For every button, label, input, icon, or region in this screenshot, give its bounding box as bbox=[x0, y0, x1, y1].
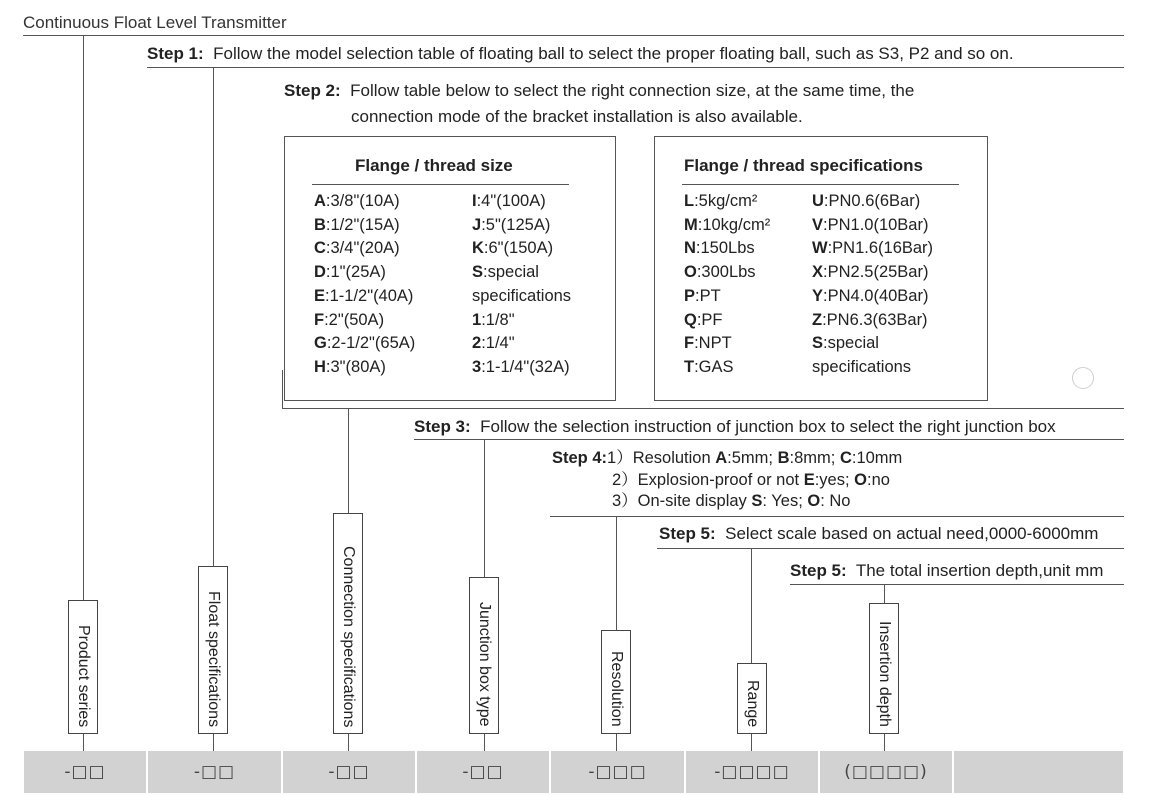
flange-spec-col2 bbox=[812, 190, 933, 380]
step1-text bbox=[147, 44, 1014, 64]
step1-label: Step 1: bbox=[147, 44, 204, 63]
step3-label: Step 3: bbox=[414, 417, 471, 436]
step4-line2: 2）Explosion-proof or not E:yes; O:no bbox=[612, 471, 890, 489]
flange-size-box bbox=[284, 136, 616, 401]
flange-spec-heading-rule bbox=[682, 184, 959, 185]
list-item: E:1-1/2"(40A) bbox=[314, 286, 414, 305]
code-cell: -□□□□ bbox=[714, 762, 790, 782]
step5b-text bbox=[790, 561, 1103, 581]
code-cell: -□□ bbox=[193, 762, 236, 782]
circle-icon bbox=[1072, 367, 1094, 389]
list-item: X:PN2.5(25Bar) bbox=[812, 263, 929, 282]
list-item: specifications bbox=[812, 357, 912, 376]
step4-line3: 3）On-site display S: Yes; O: No bbox=[612, 492, 851, 510]
flange-size-col2 bbox=[472, 190, 571, 380]
label-insertion-depth: Insertion depth bbox=[869, 603, 899, 734]
list-item: K:6"(150A) bbox=[472, 239, 554, 258]
label-float-specifications: Float specifications bbox=[198, 566, 228, 734]
step5b-description: The total insertion depth,unit mm bbox=[855, 561, 1104, 580]
list-item: 3:1-1/4"(32A) bbox=[472, 357, 570, 376]
code-cell: (□□□□) bbox=[844, 762, 928, 782]
list-item: D:1"(25A) bbox=[314, 263, 386, 282]
list-item: M:10kg/cm² bbox=[684, 215, 771, 234]
list-item: 2:1/4" bbox=[472, 334, 515, 353]
step2-line2: connection mode of the bracket installation is also available. bbox=[351, 107, 803, 126]
list-item: F:2"(50A) bbox=[314, 310, 385, 329]
flange-spec-heading: Flange / thread specifications bbox=[684, 156, 924, 175]
label-connection-specifications: Connection specifications bbox=[333, 513, 363, 734]
flange-spec-col1 bbox=[684, 190, 770, 380]
list-item: N:150Lbs bbox=[684, 239, 755, 258]
title-underline bbox=[23, 35, 1124, 36]
list-item: P:PT bbox=[684, 286, 721, 305]
code-cell: -□□□ bbox=[588, 762, 647, 782]
step4-line bbox=[550, 516, 1124, 517]
list-item: C:3/4"(20A) bbox=[314, 239, 400, 258]
step2-line bbox=[282, 408, 1124, 409]
code-cell bbox=[954, 751, 1123, 793]
step3-text bbox=[414, 417, 1056, 437]
label-range: Range bbox=[737, 663, 767, 734]
step2-label: Step 2: bbox=[284, 81, 341, 100]
code-cell: -□□ bbox=[328, 762, 370, 782]
tick bbox=[83, 734, 84, 751]
step3-description: Follow the selection instruction of junction box to select the right junction box bbox=[480, 417, 1056, 436]
list-item: Z:PN6.3(63Bar) bbox=[812, 310, 928, 329]
step2-line1: Follow table below to select the right connection size, at the same time, the bbox=[350, 81, 915, 100]
list-item: I:4"(100A) bbox=[472, 192, 546, 210]
flange-size-col1 bbox=[314, 190, 415, 380]
connector-step2-left bbox=[282, 370, 283, 409]
step4-line1: Step 4:1）Resolution A:5mm; B:8mm; C:10mm bbox=[552, 449, 903, 467]
step5b-label: Step 5: bbox=[790, 561, 847, 580]
list-item: J:5"(125A) bbox=[472, 215, 551, 234]
list-item: B:1/2"(15A) bbox=[314, 215, 400, 234]
label-junction-box-type: Junction box type bbox=[469, 577, 499, 734]
step4-label: Step 4: bbox=[552, 449, 608, 467]
label-resolution: Resolution bbox=[601, 630, 631, 734]
model-code-bar bbox=[24, 751, 1123, 793]
step5a-line bbox=[657, 548, 1124, 549]
flange-size-heading-rule bbox=[312, 184, 569, 185]
step3-line bbox=[414, 439, 1124, 440]
list-item: O:300Lbs bbox=[684, 263, 756, 282]
list-item: 1:1/8" bbox=[472, 310, 515, 329]
list-item: U:PN0.6(6Bar) bbox=[812, 192, 921, 210]
list-item: F:NPT bbox=[684, 334, 732, 353]
list-item: S:special bbox=[472, 263, 539, 282]
step5b-line bbox=[790, 584, 1124, 585]
label-product-series: Product series bbox=[68, 600, 98, 734]
list-item: T:GAS bbox=[684, 357, 734, 376]
list-item: G:2-1/2"(65A) bbox=[314, 334, 416, 353]
list-item: A:3/8"(10A) bbox=[314, 192, 400, 210]
document-title: Continuous Float Level Transmitter bbox=[23, 13, 287, 32]
step5a-description: Select scale based on actual need,0000-6000mm bbox=[725, 524, 1099, 543]
step1-description: Follow the model selection table of floating ball to select the proper floating ball, such as S3, P2 and so on. bbox=[213, 44, 1014, 63]
flange-size-heading: Flange / thread size bbox=[355, 156, 513, 175]
flange-spec-box bbox=[654, 136, 988, 401]
list-item: Y:PN4.0(40Bar) bbox=[812, 286, 929, 305]
list-item: specifications bbox=[472, 286, 572, 305]
code-cell: -□□ bbox=[462, 762, 504, 782]
step5a-text bbox=[659, 524, 1098, 544]
code-cell: -□□ bbox=[64, 762, 106, 782]
list-item: Q:PF bbox=[684, 310, 723, 329]
list-item: L:5kg/cm² bbox=[684, 192, 758, 210]
list-item: W:PN1.6(16Bar) bbox=[812, 239, 934, 258]
step1-line bbox=[147, 67, 1124, 68]
step2-text bbox=[284, 81, 914, 101]
list-item: V:PN1.0(10Bar) bbox=[812, 215, 929, 234]
step5a-label: Step 5: bbox=[659, 524, 716, 543]
list-item: S:special bbox=[812, 334, 879, 353]
list-item: H:3"(80A) bbox=[314, 357, 386, 376]
